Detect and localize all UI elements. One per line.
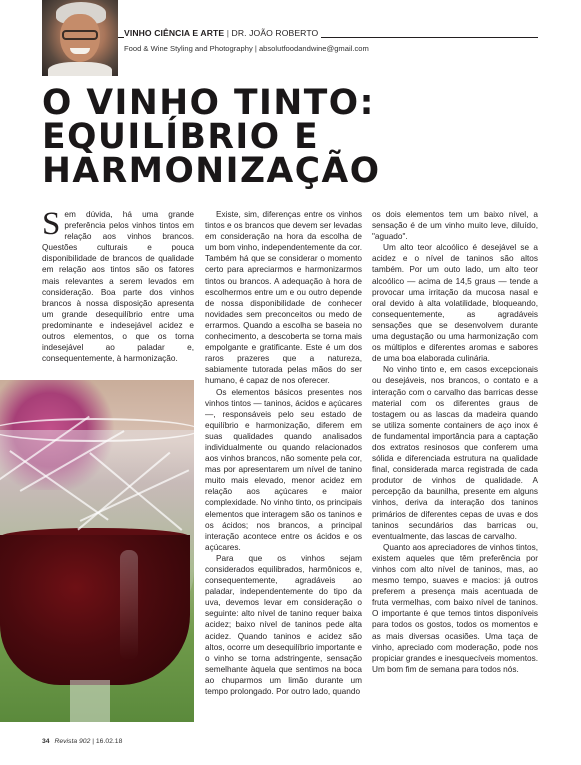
article-column-2 xyxy=(205,209,362,697)
article-column-1 xyxy=(42,206,194,364)
paragraph: Quanto aos apreciadores de vinhos tintos, existem aqueles que têm preferência por vinhos com alto nível de taninos, mas, ao mesmo tempo, suaves e macios: já outros preferem a presença mais acentuada de fruta vermelhas, com baixo nível de taninos. O importante é que temos tintos disponíveis para todos os gostos, todos os momentos e as mais diversas ocasiões. Uma taça de vinho, apreciado com moderação, pode nos propiciar grandes e inesquecíveis momentos. Um bom fim de semana para todos nós. xyxy=(372,542,539,674)
column-header xyxy=(124,28,321,38)
headline xyxy=(42,83,542,191)
intro-text: em dúvida, há uma grande preferência pelos vinhos tintos em relação aos vinhos brancos. Questões culturais e pouca disponibilidade de brancos de qualidade em relação aos tintos são os fatores mais relevantes a serem levados em consideração. Boa parte dos vinhos brancos à nossa disposição apresenta um grande desequilíbrio entre uma predominante e indesejável acidez e outros elementos, o que os torna indesejável ao paladar e, consequentemente, à harmonização. xyxy=(42,210,194,364)
author-smile xyxy=(70,48,90,54)
issue-date: | 16.02.18 xyxy=(92,738,123,745)
author-photo xyxy=(42,0,118,76)
headline-line-2: EQUILÍBRIO E xyxy=(42,117,320,157)
paragraph: No vinho tinto e, em casos excepcionais ou desejáveis, nos brancos, o contato e a interação com o carvalho das barricas desse material com os diferentes graus de tostagem ou as lascas da madeira quando se utiliza somente containers de aço inox é de fundamental importância para a captação dos extratos resinosos que conferem uma sólida e diferenciada estrutura na qualidade final, considerada marca registrada de cada produtor de vinhos de qualidade. A percepção da baunilha, presente em alguns vinhos, deriva da interação dos taninos primários de diferentes cepas de uvas e dos taninos secundários das barricas ou, eventualmente, das lascas de carvalho. xyxy=(372,365,538,541)
headline-line-3: HARMONIZAÇÃO xyxy=(42,151,381,191)
paragraph: Existe, sim, diferenças entre os vinhos tintos e os brancos que devem ser levadas em consideração na hora da escolha de um bom vinho, independentemente da cor. Também há que se considerar o momento certo para apreciarmos e harmonizarmos tintos ou brancos. A adequação à hora de escolhermos entre um e ou outro depende de nossa disponibilidade de conhecer novidades sem preconceitos ou medo de errarmos. Quando a escolha se baseia no conhecimento, a descoberta se torna mais empolgante e gratificante. Este é um dos raros prazeres que a natureza, sabiamente tutorada pelas mãos do ser humano, é capaz de nos oferecer. xyxy=(205,210,362,386)
drop-cap: S xyxy=(42,206,61,242)
page-number: 34 xyxy=(42,738,50,745)
article-column-3 xyxy=(372,209,538,675)
paragraph: Um alto teor alcoólico é desejável se a acidez e o nível de taninos são altos também. Por um outo lado, um alto teor alcoólico — acima de 14,5 graus — tende a provocar uma irritação da mucosa nasal e oral devido à alta volatilidade, bloqueando, consequentemente, as agradáveis sensações que se desenvolvem durante uma degustação ou uma harmonização com os múltiplos e diferentes aromas e sabores de uma boa elaborada culinária. xyxy=(372,243,538,364)
author-glasses xyxy=(62,30,98,40)
magazine-name: Revista 902 xyxy=(54,738,91,745)
red-wine xyxy=(0,535,190,685)
page-footer xyxy=(42,738,122,745)
paragraph: os dois elementos tem um baixo nível, a sensação é de um vinho muito leve, diluído, "aguado". xyxy=(372,210,538,242)
byline: Food & Wine Styling and Photography | absolutfoodandwine@gmail.com xyxy=(124,44,369,53)
author-shirt xyxy=(48,62,112,76)
glass-stem xyxy=(70,680,110,722)
glass-rim xyxy=(0,418,194,442)
paragraph: Para que os vinhos sejam considerados equilibrados, harmônicos e, consequentemente, agradáveis ao paladar, independentemente do tipo da uva, devemos levar em consideração o seguinte: alto nível de tanino requer baixa acidez; baixo nível de taninos pede alta acidez. Quando taninos e acidez são altos, ocorre um desequilíbrio importante e o vinho se torna adstringente, sensação semelhante àquela que sentimos na boca ao chuparmos um limão durante um tempo prolongado. Por outro lado, quando xyxy=(205,553,362,697)
author-name: DR. JOÃO ROBERTO xyxy=(231,28,319,38)
column-title: VINHO CIÊNCIA E ARTE xyxy=(124,28,225,38)
glass-highlight xyxy=(120,550,138,660)
headline-line-1: O VINHO TINTO: xyxy=(42,83,375,123)
header-separator: | xyxy=(226,28,230,38)
paragraph: Os elementos básicos presentes nos vinhos tintos — taninos, ácidos e açúcares —, responsáveis pelo seu estado de equilíbrio e harmonização, diferem em suas qualidades quando analisados individualmente ou quando relacionados aos vinhos brancos, não somente pela cor, mas por apresentarem um nível de tanino muito mais elevado, menor acidez em relação aos açúcares e maior complexidade. No vinho tinto, os principais elementos que interagem são os taninos e os ácidos; nos brancos, a principal interação acontece entre os ácidos e os açúcares. xyxy=(205,387,362,552)
intro-paragraph xyxy=(42,206,194,364)
wine-glass-photo xyxy=(0,380,194,722)
